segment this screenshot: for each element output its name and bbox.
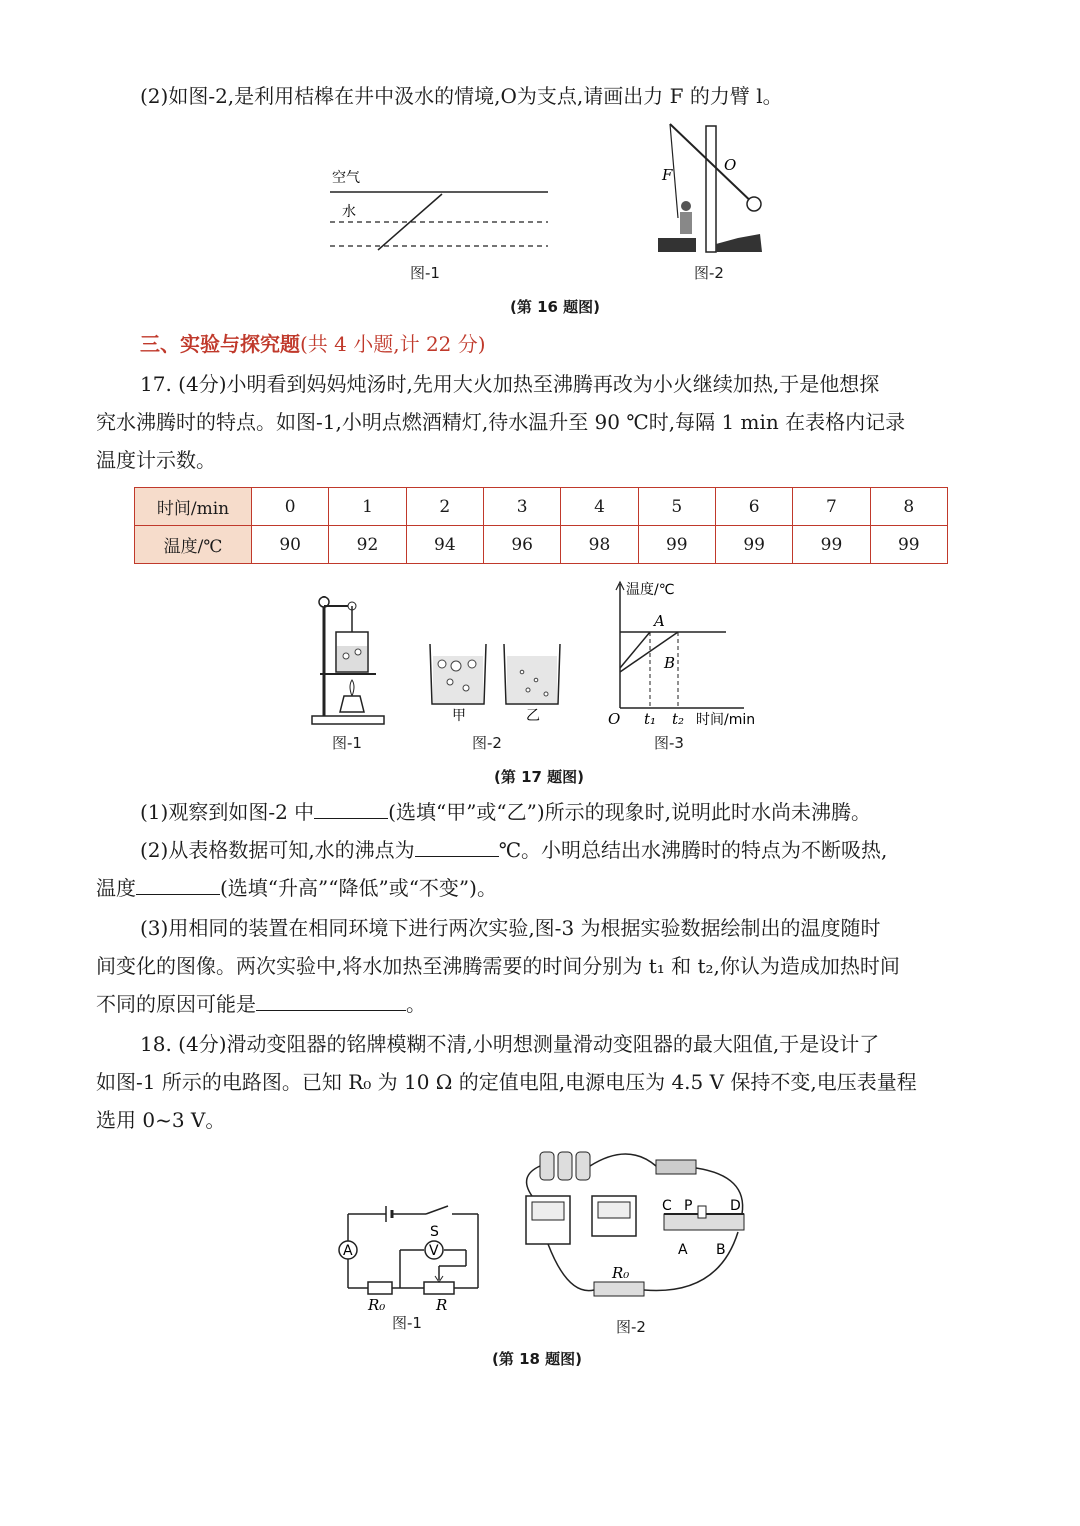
q16-fig1-diagram — [320, 160, 560, 260]
q17-part1 — [140, 798, 871, 826]
q17-p3c: 不同的原因可能是 — [96, 992, 256, 1016]
q18-r0-label: R₀ — [368, 1296, 386, 1314]
q16-o-label: O — [724, 156, 737, 174]
q18-fig2-p: P — [684, 1198, 693, 1214]
q16-fig1-label: 图-1 — [410, 264, 440, 282]
table-row-temp — [135, 526, 948, 564]
table-cell: 1 — [329, 488, 406, 526]
table-cell: 99 — [715, 526, 792, 564]
section3-sub: (共 4 小题,计 22 分) — [300, 332, 486, 356]
q18-r-label: R — [436, 1296, 448, 1314]
q18-fig2-physical — [518, 1146, 758, 1306]
q18-fig2-label: 图-2 — [616, 1318, 646, 1336]
q17-fig3-graph — [604, 578, 784, 728]
q17-data-table — [134, 487, 948, 564]
q17-fig1-apparatus — [310, 588, 390, 728]
q17-part3-line2: 间变化的图像。两次实验中,将水加热至沸腾需要的时间分别为 t₁ 和 t₂,你认为造成加热时间 — [96, 954, 900, 978]
q17-fig1-label: 图-1 — [332, 734, 362, 752]
q17-fig3-b-label: B — [664, 654, 676, 672]
q18-voltmeter-label: V — [429, 1243, 439, 1259]
q17-fig2-beakers — [424, 642, 564, 722]
table-cell: 92 — [329, 526, 406, 564]
time-header: 时间/min — [135, 488, 252, 526]
q16-f-label: F — [662, 166, 673, 184]
q16-fig2-label: 图-2 — [694, 264, 724, 282]
q17-fig3-xlabel: 时间/min — [696, 712, 756, 728]
q16-air-label: 空气 — [332, 170, 360, 186]
q18-fig2-a: A — [678, 1242, 688, 1258]
q18-fig1-label: 图-1 — [392, 1314, 422, 1332]
q17-p3d: 。 — [406, 992, 426, 1016]
table-row-time — [135, 488, 948, 526]
q17-caption: (第 17 题图) — [494, 768, 585, 786]
q18-caption: (第 18 题图) — [492, 1350, 583, 1368]
q18-s-label: S — [430, 1224, 439, 1240]
q18-fig1-circuit — [330, 1200, 490, 1314]
table-cell: 5 — [638, 488, 715, 526]
q18-fig2-c: C — [662, 1198, 672, 1214]
q17-line1: 17. (4分)小明看到妈妈炖汤时,先用大火加热至沸腾再改为小火继续加热,于是他想探 — [140, 372, 880, 396]
q18-line2: 如图-1 所示的电路图。已知 R₀ 为 10 Ω 的定值电阻,电源电压为 4.5 V 保持不变,电压表量程 — [96, 1070, 917, 1094]
q18-fig2-d: D — [730, 1198, 741, 1214]
table-cell: 99 — [638, 526, 715, 564]
q17-line3: 温度计示数。 — [96, 448, 216, 472]
answer-blank-4[interactable] — [256, 990, 406, 1011]
q17-fig3-origin: O — [608, 710, 621, 728]
q17-p2c: 温度 — [96, 876, 136, 900]
q18-line1: 18. (4分)滑动变阻器的铭牌模糊不清,小明想测量滑动变阻器的最大阻值,于是设计了 — [140, 1032, 880, 1056]
q17-fig3-t2: t₂ — [672, 710, 685, 728]
answer-blank-3[interactable] — [136, 874, 220, 895]
q17-fig2-label: 图-2 — [472, 734, 502, 752]
q17-part2 — [140, 836, 887, 864]
q17-yi-label: 乙 — [526, 708, 540, 724]
answer-blank-1[interactable] — [314, 798, 388, 819]
q17-fig3-ylabel: 温度/℃ — [626, 582, 675, 598]
table-cell: 6 — [715, 488, 792, 526]
q17-p1b: (选填“甲”或“乙”)所示的现象时,说明此时水尚未沸腾。 — [388, 800, 872, 824]
answer-blank-2[interactable] — [415, 836, 499, 857]
q18-line3: 选用 0~3 V。 — [96, 1108, 226, 1132]
q17-line2: 究水沸腾时的特点。如图-1,小明点燃酒精灯,待水温升至 90 ℃时,每隔 1 min 在表格内记录 — [96, 410, 906, 434]
table-cell: 98 — [561, 526, 638, 564]
q17-p2b: ℃。小明总结出水沸腾时的特点为不断吸热, — [498, 838, 888, 862]
q17-part3-line1: (3)用相同的装置在相同环境下进行两次实验,图-3 为根据实验数据绘制出的温度随时 — [140, 916, 881, 940]
q17-p2d: (选填“升高”“降低”或“不变”)。 — [220, 876, 497, 900]
table-cell: 96 — [483, 526, 560, 564]
table-cell: 2 — [406, 488, 483, 526]
q17-part3-line3 — [96, 990, 426, 1018]
q16-caption: (第 16 题图) — [510, 298, 601, 316]
q17-jia-label: 甲 — [452, 708, 466, 724]
q16-fig2-diagram — [650, 122, 770, 262]
table-cell: 94 — [406, 526, 483, 564]
q17-fig3-t1: t₁ — [644, 710, 657, 728]
section3-heading — [140, 330, 486, 358]
table-cell: 99 — [793, 526, 870, 564]
table-cell: 90 — [252, 526, 329, 564]
table-cell: 7 — [793, 488, 870, 526]
section3-title: 三、实验与探究题 — [140, 332, 300, 356]
q17-part2-cont — [96, 874, 497, 902]
table-cell: 3 — [483, 488, 560, 526]
q18-fig2-b: B — [716, 1242, 726, 1258]
q17-fig3-label: 图-3 — [654, 734, 684, 752]
q17-p2a: (2)从表格数据可知,水的沸点为 — [140, 838, 415, 862]
table-cell: 0 — [252, 488, 329, 526]
q16-part2-text: (2)如图-2,是利用桔槔在井中汲水的情境,O为支点,请画出力 F 的力臂 l。 — [140, 84, 783, 108]
q17-p1a: (1)观察到如图-2 中 — [140, 800, 315, 824]
q18-fig2-r0: R₀ — [612, 1264, 630, 1282]
q16-water-label: 水 — [342, 204, 356, 220]
q18-ammeter-label: A — [343, 1243, 353, 1259]
temp-header: 温度/℃ — [135, 526, 252, 564]
table-cell: 8 — [870, 488, 947, 526]
table-cell: 4 — [561, 488, 638, 526]
table-cell: 99 — [870, 526, 947, 564]
q17-fig3-a-label: A — [654, 612, 665, 630]
